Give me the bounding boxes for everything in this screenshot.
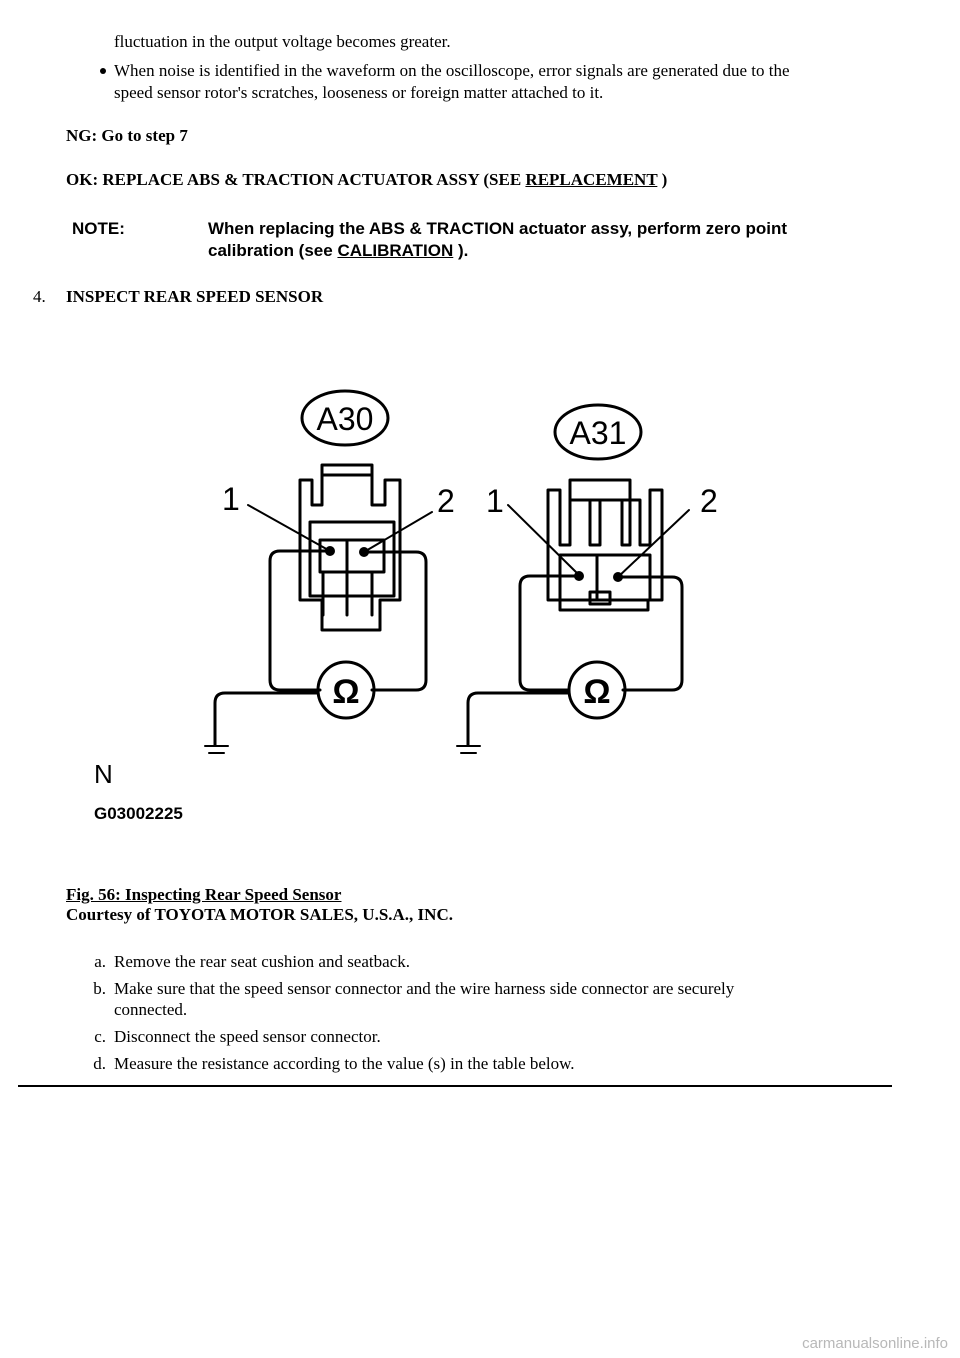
replacement-link[interactable]: REPLACEMENT [525,170,658,189]
note-label: NOTE: [72,219,125,238]
calibration-link[interactable]: CALIBRATION [337,241,454,260]
pin-label-2: 2 [437,483,455,519]
step-text: Make sure that the speed sensor connector and the wire harness side connector are securely [114,979,735,998]
bullet-text-line2: speed sensor rotor's scratches, looseness or foreign matter attached to it. [114,83,604,102]
step-letter: d. [93,1054,106,1073]
bullet-text-line1: When noise is identified in the waveform on the oscilloscope, error signals are generated due to the [114,61,790,80]
pin-label-1: 1 [486,483,504,519]
step-text: Measure the resistance according to the value (s) in the table below. [114,1054,575,1073]
connector-a30-icon [300,465,400,630]
note-text-suffix: ). [453,241,469,260]
terminal-dot [325,546,335,556]
ohm-symbol: Ω [332,673,360,711]
note-text-line1: When replacing the ABS & TRACTION actuator assy, perform zero point [208,219,788,238]
continued-text: fluctuation in the output voltage becomes greater. [114,32,451,51]
figure-courtesy: Courtesy of TOYOTA MOTOR SALES, U.S.A., INC. [66,905,453,924]
ok-result-suffix: ) [657,170,668,189]
section-divider [18,1085,892,1087]
step-title: INSPECT REAR SPEED SENSOR [66,287,324,306]
connector-label-a31: A31 [569,415,627,451]
step-text: Disconnect the speed sensor connector. [114,1027,381,1046]
step-number: 4. [33,287,46,306]
step-text: Remove the rear seat cushion and seatback. [114,952,410,971]
figure-caption-link[interactable]: Fig. 56: Inspecting Rear Speed Sensor [66,885,342,904]
connector-label-a30: A30 [316,401,374,437]
ohm-symbol: Ω [583,673,611,711]
step-letter: b. [93,979,106,998]
terminal-dot [574,571,584,581]
figure-caption [66,884,341,906]
ng-result: NG: Go to step 7 [66,126,188,145]
pin-label-1: 1 [222,481,240,517]
pin-label-2: 2 [700,483,718,519]
view-letter: N [94,759,113,789]
step-text-continued: connected. [114,1000,188,1019]
connector-a31-icon [548,480,662,610]
terminal-dot [359,547,369,557]
figure-code: G03002225 [94,804,183,823]
terminal-dot [613,572,623,582]
watermark: carmanualsonline.info [802,1335,948,1352]
note-text-prefix: calibration (see [208,241,338,260]
step-letter: c. [94,1027,106,1046]
step-letter: a. [94,952,106,971]
ok-result-text: OK: REPLACE ABS & TRACTION ACTUATOR ASSY (SEE [66,170,526,189]
